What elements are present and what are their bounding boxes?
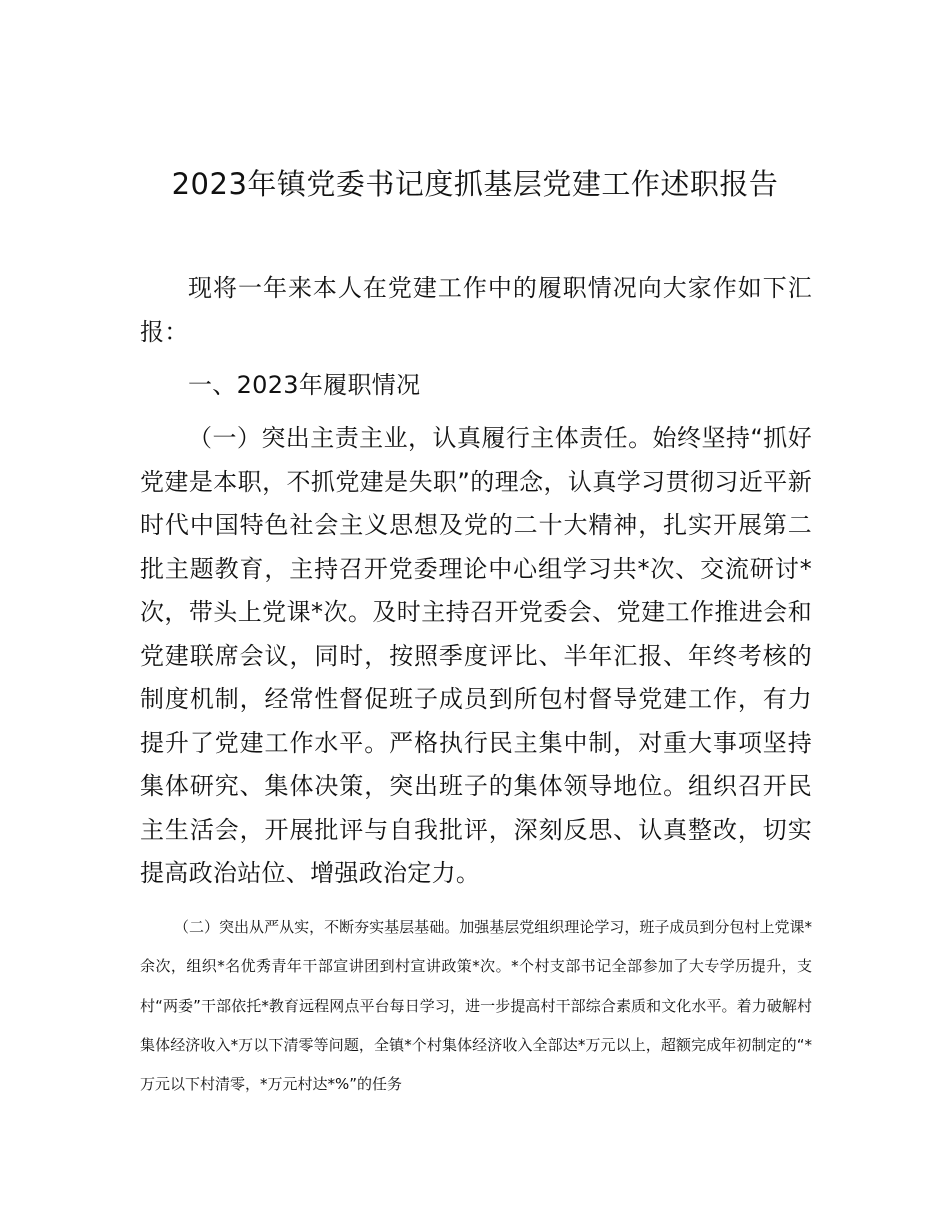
- section-heading: 一、2023年履职情况: [188, 371, 421, 399]
- paragraph-two: （二）突出从严从实，不断夯实基层基础。加强基层党组织理论学习，班子成员到分包村上党课*余次，组织*名优秀青年干部宣讲团到村宣讲政策*次。*个村支部书记全部参加了大专学历提升，支村“两委”干部依托*教育远程网点平台每日学习，进一步提高村干部综合素质和文化水平。着力破解村集体经济收入*万以下清零等问题，全镇*个村集体经济收入全部达*万元以上，超额完成年初制定的“*万元以下村清零，*万元村达*%”的任务: [140, 918, 812, 1094]
- intro-paragraph: 现将一年来本人在党建工作中的履职情况向大家作如下汇报：: [140, 274, 812, 346]
- paragraph-one: （一）突出主责主业，认真履行主体责任。始终坚持“抓好党建是本职，不抓党建是失职”的理念，认真学习贯彻习近平新时代中国特色社会主义思想及党的二十大精神，扎实开展第二批主题教育，主持召开党委理论中心组学习共*次、交流研讨*次，带头上党课*次。及时主持召开党委会、党建工作推进会和党建联席会议，同时，按照季度评比、半年汇报、年终考核的制度机制，经常性督促班子成员到所包村督导党建工作，有力提升了党建工作水平。严格执行民主集中制，对重大事项坚持集体研究、集体决策，突出班子的集体领导地位。组织召开民主生活会，开展批评与自我批评，深刻反思、认真整改，切实提高政治站位、增强政治定力。: [140, 424, 812, 887]
- document-title: 2023年镇党委书记度抓基层党建工作述职报告: [171, 167, 779, 201]
